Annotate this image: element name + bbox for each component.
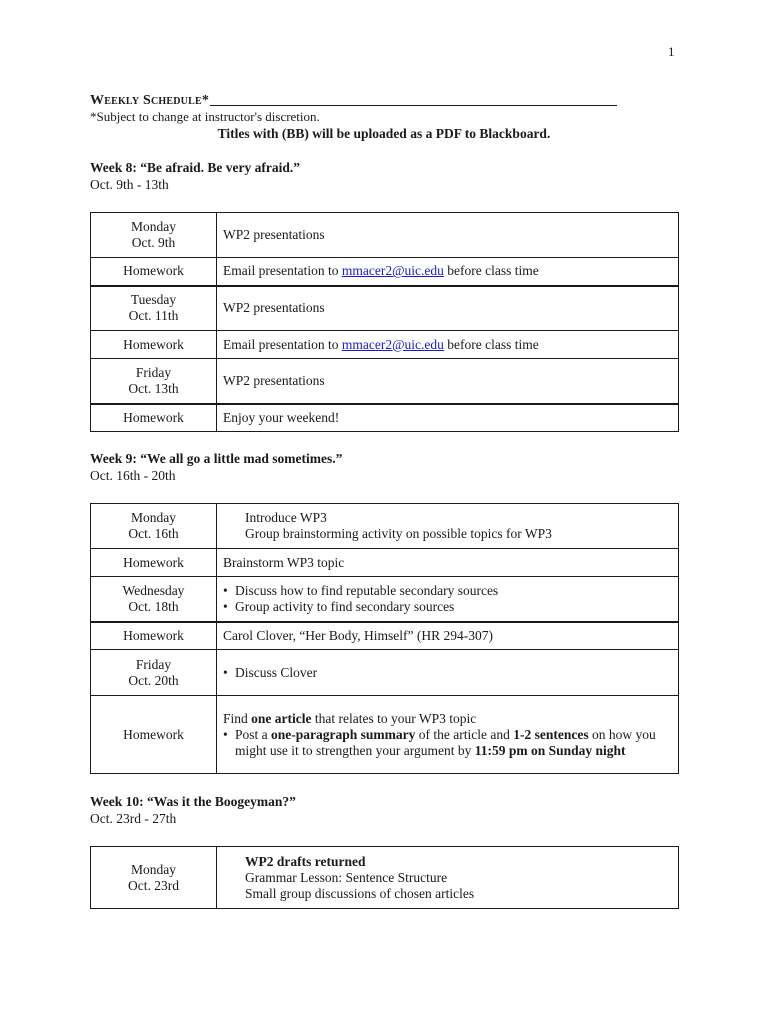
day-cell: Monday Oct. 9th [91,213,217,258]
table-row [91,359,679,404]
day-cell: Homework [91,331,217,359]
table-row [91,577,679,622]
day-cell: Homework [91,549,217,577]
desc-cell: WP2 presentations [217,213,679,258]
desc-cell: Email presentation to mmacer2@uic.edu before class time [217,258,679,286]
day-cell: Wednesday Oct. 18th [91,577,217,622]
upload-note: Titles with (BB) will be uploaded as a PDF to Blackboard. [217,126,551,141]
week-10-table [90,846,679,909]
day-cell: Friday Oct. 13th [91,359,217,404]
day-cell: Monday Oct. 23rd [91,847,217,909]
desc-cell: Introduce WP3 Group brainstorming activity on possible topics for WP3 [217,504,679,549]
heading-rule [210,105,617,106]
desc-cell: Email presentation to mmacer2@uic.edu before class time [217,331,679,359]
page-number: 1 [668,44,675,59]
table-row [91,504,679,549]
table-row [91,696,679,774]
desc-cell: Carol Clover, “Her Body, Himself” (HR 294-307) [217,622,679,650]
email-link[interactable]: mmacer2@uic.edu [341,263,444,279]
table-row [91,286,679,331]
schedule-heading: Weekly Schedule* [90,93,210,108]
table-row [91,847,679,909]
table-row [91,331,679,359]
day-cell: Friday Oct. 20th [91,650,217,696]
table-row [91,549,679,577]
week-9-table [90,503,679,774]
desc-cell: Brainstorm WP3 topic [217,549,679,577]
table-row [91,622,679,650]
table-row [91,213,679,258]
bullet-icon: • [223,664,228,680]
week-dates: Oct. 23rd - 27th [90,811,177,826]
week-10-heading [90,794,296,827]
table-row [91,650,679,696]
desc-cell: • Discuss Clover [217,650,679,696]
week-title: Week 9: “We all go a little mad sometimes.” [90,451,343,466]
week-dates: Oct. 16th - 20th [90,468,176,483]
schedule-header [90,92,650,142]
day-cell: Homework [91,258,217,286]
desc-cell: Find one article that relates to your WP3 topic • Post a one-paragraph summary of the article and 1-2 sentences on how you might use it to strengthen your argument by 11:59 pm on Sunday night [217,696,679,774]
table-row [91,258,679,286]
day-cell: Monday Oct. 16th [91,504,217,549]
day-cell: Homework [91,622,217,650]
week-8-heading [90,160,300,193]
table-row [91,404,679,432]
desc-cell: WP2 presentations [217,286,679,331]
bullet-icon: • [223,582,228,598]
day-cell: Tuesday Oct. 11th [91,286,217,331]
desc-cell: WP2 drafts returned Grammar Lesson: Sentence Structure Small group discussions of chosen articles [217,847,679,909]
desc-cell: Enjoy your weekend! [217,404,679,432]
day-cell: Homework [91,404,217,432]
disclaimer-note: *Subject to change at instructor's discretion. [90,109,320,124]
desc-cell: WP2 presentations [217,359,679,404]
week-dates: Oct. 9th - 13th [90,177,169,192]
email-link[interactable]: mmacer2@uic.edu [341,336,444,352]
bullet-icon: • [223,598,228,614]
week-9-heading [90,451,342,484]
week-title: Week 10: “Was it the Boogeyman?” [90,794,296,809]
bullet-icon: • [223,726,228,742]
week-title: Week 8: “Be afraid. Be very afraid.” [90,160,300,175]
week-8-table [90,212,679,432]
day-cell: Homework [91,696,217,774]
desc-cell: • Discuss how to find reputable secondary sources • Group activity to find secondary sources [217,577,679,622]
